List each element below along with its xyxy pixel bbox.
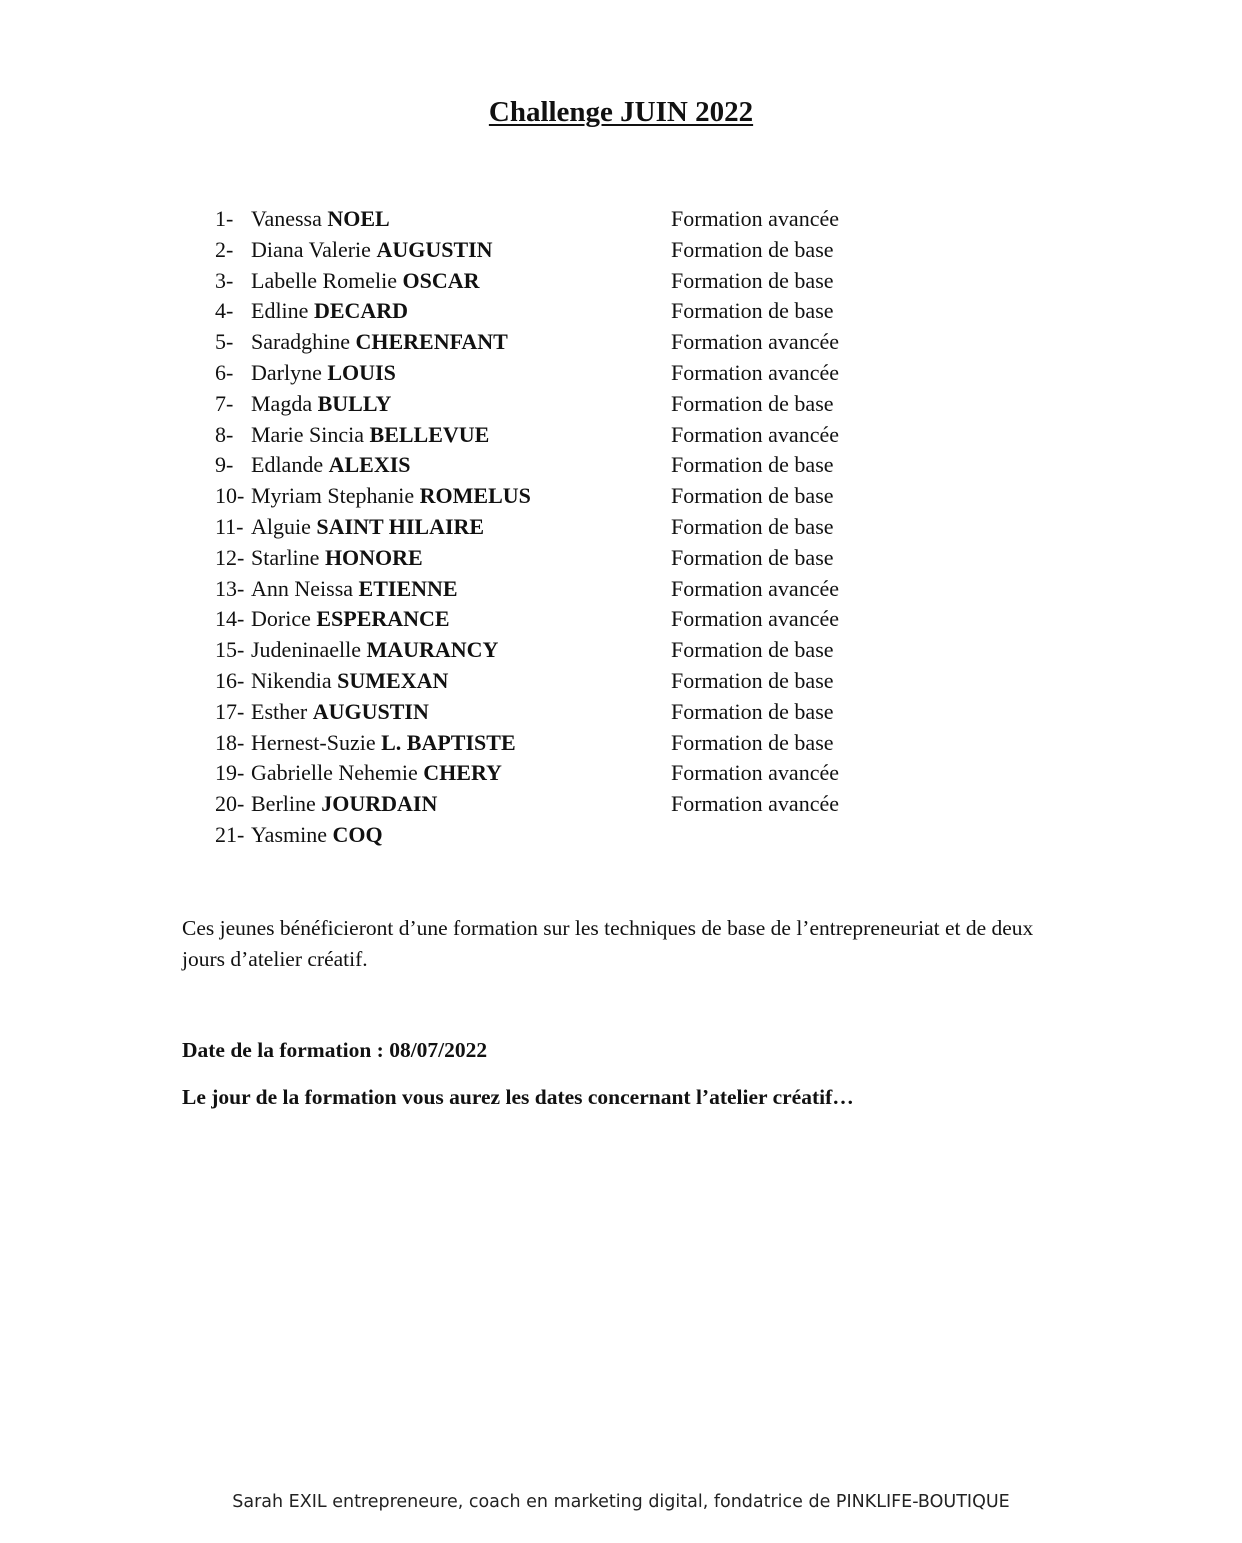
page-footer: Sarah EXIL entrepreneure, coach en marketing digital, fondatrice de PINKLIFE-BOUTIQUE [232, 1492, 1010, 1512]
participant-list [215, 204, 915, 851]
item-number: 11- [215, 513, 244, 539]
formation-type: Formation de base [671, 390, 834, 416]
formation-type: Formation de base [671, 236, 834, 262]
participant-name [251, 204, 390, 235]
last-name: BELLEVUE [369, 421, 490, 447]
last-name: LOUIS [327, 359, 396, 385]
participant-name [251, 543, 423, 574]
last-name: SAINT HILAIRE [316, 513, 485, 539]
formation-type: Formation de base [671, 667, 834, 693]
first-name: Nikendia [251, 667, 338, 693]
item-number: 6- [215, 359, 234, 385]
formation-type: Formation de base [671, 729, 834, 755]
list-item [215, 635, 915, 666]
list-item [215, 266, 915, 297]
last-name: SUMEXAN [337, 667, 449, 693]
participant-name [251, 235, 493, 266]
last-name: COQ [332, 821, 383, 847]
last-name: DECARD [313, 298, 409, 324]
first-name: Edlande [251, 452, 329, 478]
list-item [215, 204, 915, 235]
last-name: MAURANCY [366, 637, 499, 663]
item-number: 5- [215, 329, 234, 355]
item-number: 4- [215, 298, 234, 324]
description-paragraph: Ces jeunes bénéficieront d’une formation sur les techniques de base de l’entrepreneuriat et de deux jours d’atelier créatif. [182, 916, 1034, 971]
first-name: Darlyne [251, 359, 328, 385]
list-item [215, 420, 915, 451]
last-name: ROMELUS [419, 483, 531, 509]
item-number: 20- [215, 791, 245, 817]
formation-type: Formation de base [671, 452, 834, 478]
participant-name [251, 604, 450, 635]
last-name: ESPERANCE [316, 606, 450, 632]
last-name: AUGUSTIN [376, 236, 493, 262]
formation-type: Formation avancée [671, 791, 839, 817]
participant-name [251, 481, 531, 512]
first-name: Labelle Romelie [251, 267, 403, 293]
participant-name [251, 758, 502, 789]
first-name: Dorice [251, 606, 317, 632]
first-name: Yasmine [251, 821, 333, 847]
list-item [215, 697, 915, 728]
list-item [215, 512, 915, 543]
list-item [215, 235, 915, 266]
last-name: ALEXIS [328, 452, 411, 478]
list-item [215, 574, 915, 605]
formation-type: Formation avancée [671, 329, 839, 355]
first-name: Judeninaelle [251, 637, 367, 663]
item-number: 7- [215, 390, 234, 416]
last-name: ETIENNE [358, 575, 458, 601]
list-item [215, 758, 915, 789]
formation-type: Formation avancée [671, 606, 839, 632]
item-number: 1- [215, 206, 234, 231]
formation-type: Formation de base [671, 513, 834, 539]
participant-name [251, 789, 437, 820]
list-item [215, 327, 915, 358]
list-item [215, 389, 915, 420]
list-item [215, 604, 915, 635]
first-name: Hernest-Suzie [251, 729, 382, 755]
item-number: 18- [215, 729, 245, 755]
first-name: Esther [251, 698, 313, 724]
first-name: Marie Sincia [251, 421, 370, 447]
list-item [215, 358, 915, 389]
item-number: 13- [215, 575, 245, 601]
training-date: Date de la formation : 08/07/2022 [182, 1038, 488, 1062]
list-item [215, 296, 915, 327]
first-name: Diana Valerie [251, 236, 377, 262]
formation-type: Formation de base [671, 637, 834, 663]
first-name: Alguie [251, 513, 317, 539]
participant-name [251, 266, 480, 297]
last-name: CHERY [423, 760, 502, 786]
last-name: JOURDAIN [321, 791, 438, 817]
participant-name [251, 635, 498, 666]
participant-name [251, 728, 516, 759]
last-name: NOEL [327, 206, 390, 231]
participant-name [251, 450, 411, 481]
formation-type: Formation avancée [671, 421, 839, 447]
list-item [215, 543, 915, 574]
participant-name [251, 574, 458, 605]
formation-type: Formation de base [671, 298, 834, 324]
formation-type: Formation avancée [671, 359, 839, 385]
participant-name [251, 420, 489, 451]
item-number: 17- [215, 698, 245, 724]
formation-type: Formation de base [671, 544, 834, 570]
first-name: Ann Neissa [251, 575, 359, 601]
first-name: Edline [251, 298, 314, 324]
item-number: 10- [215, 483, 245, 509]
participant-name [251, 697, 429, 728]
first-name: Berline [251, 791, 322, 817]
formation-type: Formation de base [671, 698, 834, 724]
item-number: 16- [215, 667, 245, 693]
last-name: OSCAR [402, 267, 480, 293]
formation-type: Formation de base [671, 267, 834, 293]
participant-name [251, 820, 383, 851]
last-name: L. BAPTISTE [381, 729, 516, 755]
last-name: AUGUSTIN [312, 698, 429, 724]
participant-name [251, 389, 391, 420]
item-number: 21- [215, 821, 245, 847]
item-number: 9- [215, 452, 234, 478]
first-name: Myriam Stephanie [251, 483, 420, 509]
formation-type: Formation avancée [671, 760, 839, 786]
participant-name [251, 327, 508, 358]
workshop-note: Le jour de la formation vous aurez les dates concernant l’atelier créatif… [182, 1085, 854, 1109]
item-number: 8- [215, 421, 234, 447]
list-item [215, 450, 915, 481]
item-number: 3- [215, 267, 234, 293]
item-number: 14- [215, 606, 245, 632]
item-number: 19- [215, 760, 245, 786]
participant-name [251, 666, 448, 697]
item-number: 12- [215, 544, 245, 570]
list-item [215, 666, 915, 697]
participant-name [251, 358, 396, 389]
first-name: Vanessa [251, 206, 328, 231]
formation-type: Formation avancée [671, 575, 839, 601]
first-name: Saradghine [251, 329, 356, 355]
participant-name [251, 296, 408, 327]
list-item [215, 789, 915, 820]
list-item [215, 481, 915, 512]
last-name: CHERENFANT [355, 329, 508, 355]
item-number: 15- [215, 637, 245, 663]
last-name: BULLY [317, 390, 392, 416]
document-title: Challenge JUIN 2022 [488, 96, 754, 128]
first-name: Magda [251, 390, 318, 416]
formation-type: Formation de base [671, 483, 834, 509]
participant-name [251, 512, 484, 543]
item-number: 2- [215, 236, 234, 262]
list-item [215, 820, 915, 851]
list-item [215, 728, 915, 759]
last-name: HONORE [324, 544, 423, 570]
first-name: Starline [251, 544, 325, 570]
formation-type: Formation avancée [671, 206, 839, 231]
first-name: Gabrielle Nehemie [251, 760, 424, 786]
